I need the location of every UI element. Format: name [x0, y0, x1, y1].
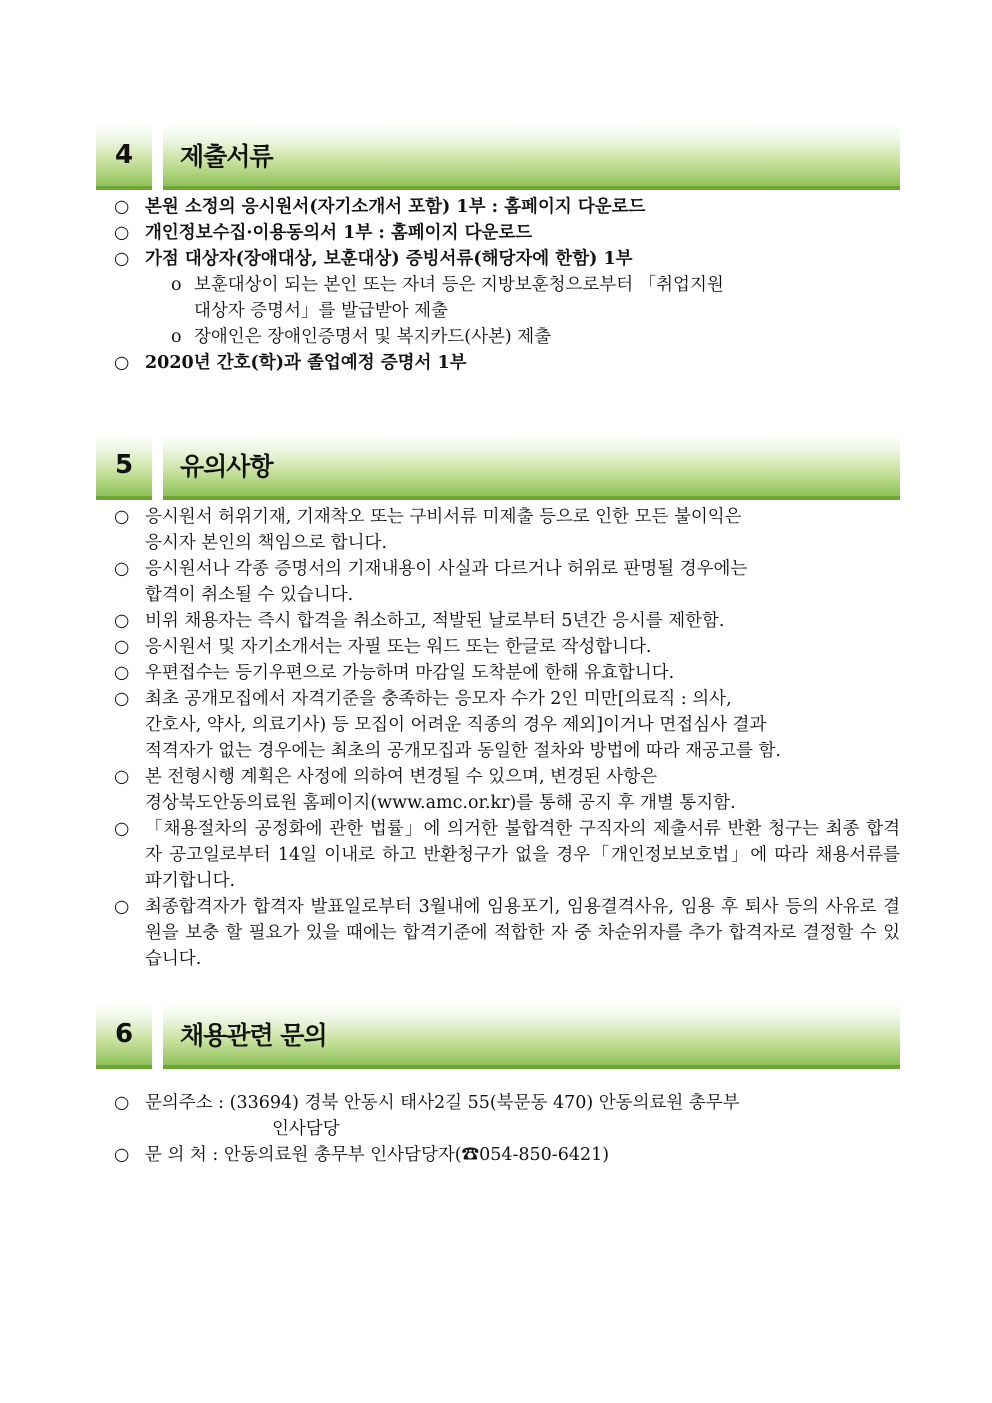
section-header-5 [96, 434, 900, 500]
circle-bullet-icon: ○ [114, 559, 130, 579]
sub-list-item: o 장애인은 장애인증명서 및 복지카드(사본) 제출 [114, 324, 900, 350]
list-item: ○ 문 의 처 : 안동의료원 총무부 인사담당자(☎054-850-6421) [114, 1142, 900, 1168]
list-item: ○ 비위 채용자는 즉시 합격을 취소하고, 적발된 날로부터 5년간 응시를 제한함. [114, 608, 900, 634]
small-bullet-icon: o [171, 327, 182, 347]
section-number: 4 [96, 124, 152, 190]
circle-bullet-icon: ○ [114, 507, 130, 527]
circle-bullet-icon: ○ [114, 767, 130, 787]
section-title: 채용관련 문의 [163, 1003, 900, 1069]
section-title: 유의사항 [163, 434, 900, 500]
circle-bullet-icon: ○ [114, 197, 130, 217]
circle-bullet-icon: ○ [114, 611, 130, 631]
list-item: ○ 응시원서 허위기재, 기재착오 또는 구비서류 미제출 등으로 인한 모든 불이익은 응시자 본인의 책임으로 합니다. [114, 504, 900, 556]
circle-bullet-icon: ○ [114, 1093, 130, 1113]
circle-bullet-icon: ○ [114, 223, 130, 243]
section-number: 5 [96, 434, 152, 500]
list-item: ○ 2020년 간호(학)과 졸업예정 증명서 1부 [114, 350, 900, 376]
list-item: ○ 응시원서 및 자기소개서는 자필 또는 워드 또는 한글로 작성합니다. [114, 634, 900, 660]
sub-list-item: o 보훈대상이 되는 본인 또는 자녀 등은 지방보훈청으로부터 「취업지원 대상자 증명서」를 발급받아 제출 [114, 272, 900, 324]
circle-bullet-icon: ○ [114, 663, 130, 683]
list-item: ○ 응시원서나 각종 증명서의 기재내용이 사실과 다르거나 허위로 판명될 경우에는 합격이 취소될 수 있습니다. [114, 556, 900, 608]
section-header-6 [96, 1003, 900, 1069]
section-title: 제출서류 [163, 124, 900, 190]
circle-bullet-icon: ○ [114, 637, 130, 657]
circle-bullet-icon: ○ [114, 689, 130, 709]
list-item: ○ 「채용절차의 공정화에 관한 법률」에 의거한 불합격한 구직자의 제출서류 반환 청구는 최종 합격자 공고일로부터 14일 이내로 하고 반환청구가 없을 경우「개인정보보호법」에 따라 채용서류를 파기합니다. [114, 816, 900, 894]
section-header-4 [96, 124, 900, 190]
list-item: ○ 가점 대상자(장애대상, 보훈대상) 증빙서류(해당자에 한함) 1부 [114, 246, 900, 272]
small-bullet-icon: o [171, 275, 182, 295]
section-number: 6 [96, 1003, 152, 1069]
circle-bullet-icon: ○ [114, 897, 130, 917]
circle-bullet-icon: ○ [114, 353, 130, 373]
circle-bullet-icon: ○ [114, 249, 130, 269]
list-item: ○ 최종합격자가 합격자 발표일로부터 3월내에 임용포기, 임용결격사유, 임용 후 퇴사 등의 사유로 결원을 보충 할 필요가 있을 때에는 합격기준에 적합한 자 중 차순위자를 추가 합격자로 결정할 수 있습니다. [114, 894, 900, 972]
list-item: ○ 문의주소 : (33694) 경북 안동시 태사2길 55(북문동 470) 안동의료원 총무부 인사담당 [114, 1090, 900, 1142]
section-5-list [114, 504, 900, 972]
circle-bullet-icon: ○ [114, 819, 130, 839]
list-item: ○ 본원 소정의 응시원서(자기소개서 포함) 1부 : 홈페이지 다운로드 [114, 194, 900, 220]
list-item: ○ 개인정보수집·이용동의서 1부 : 홈페이지 다운로드 [114, 220, 900, 246]
section-4-list [114, 194, 900, 376]
list-item: ○ 본 전형시행 계획은 사정에 의하여 변경될 수 있으며, 변경된 사항은 경상북도안동의료원 홈페이지(www.amc.or.kr)를 통해 공지 후 개별 통지함. [114, 764, 900, 816]
section-6-list [114, 1090, 900, 1168]
list-item: ○ 우편접수는 등기우편으로 가능하며 마감일 도착분에 한해 유효합니다. [114, 660, 900, 686]
circle-bullet-icon: ○ [114, 1145, 130, 1165]
list-item: ○ 최초 공개모집에서 자격기준을 충족하는 응모자 수가 2인 미만[의료직 : 의사, 간호사, 약사, 의료기사) 등 모집이 어려운 직종의 경우 제외]이거나 면접심사 결과 적격자가 없는 경우에는 최초의 공개모집과 동일한 절차와 방법에 따라 재공고를 함. [114, 686, 900, 764]
